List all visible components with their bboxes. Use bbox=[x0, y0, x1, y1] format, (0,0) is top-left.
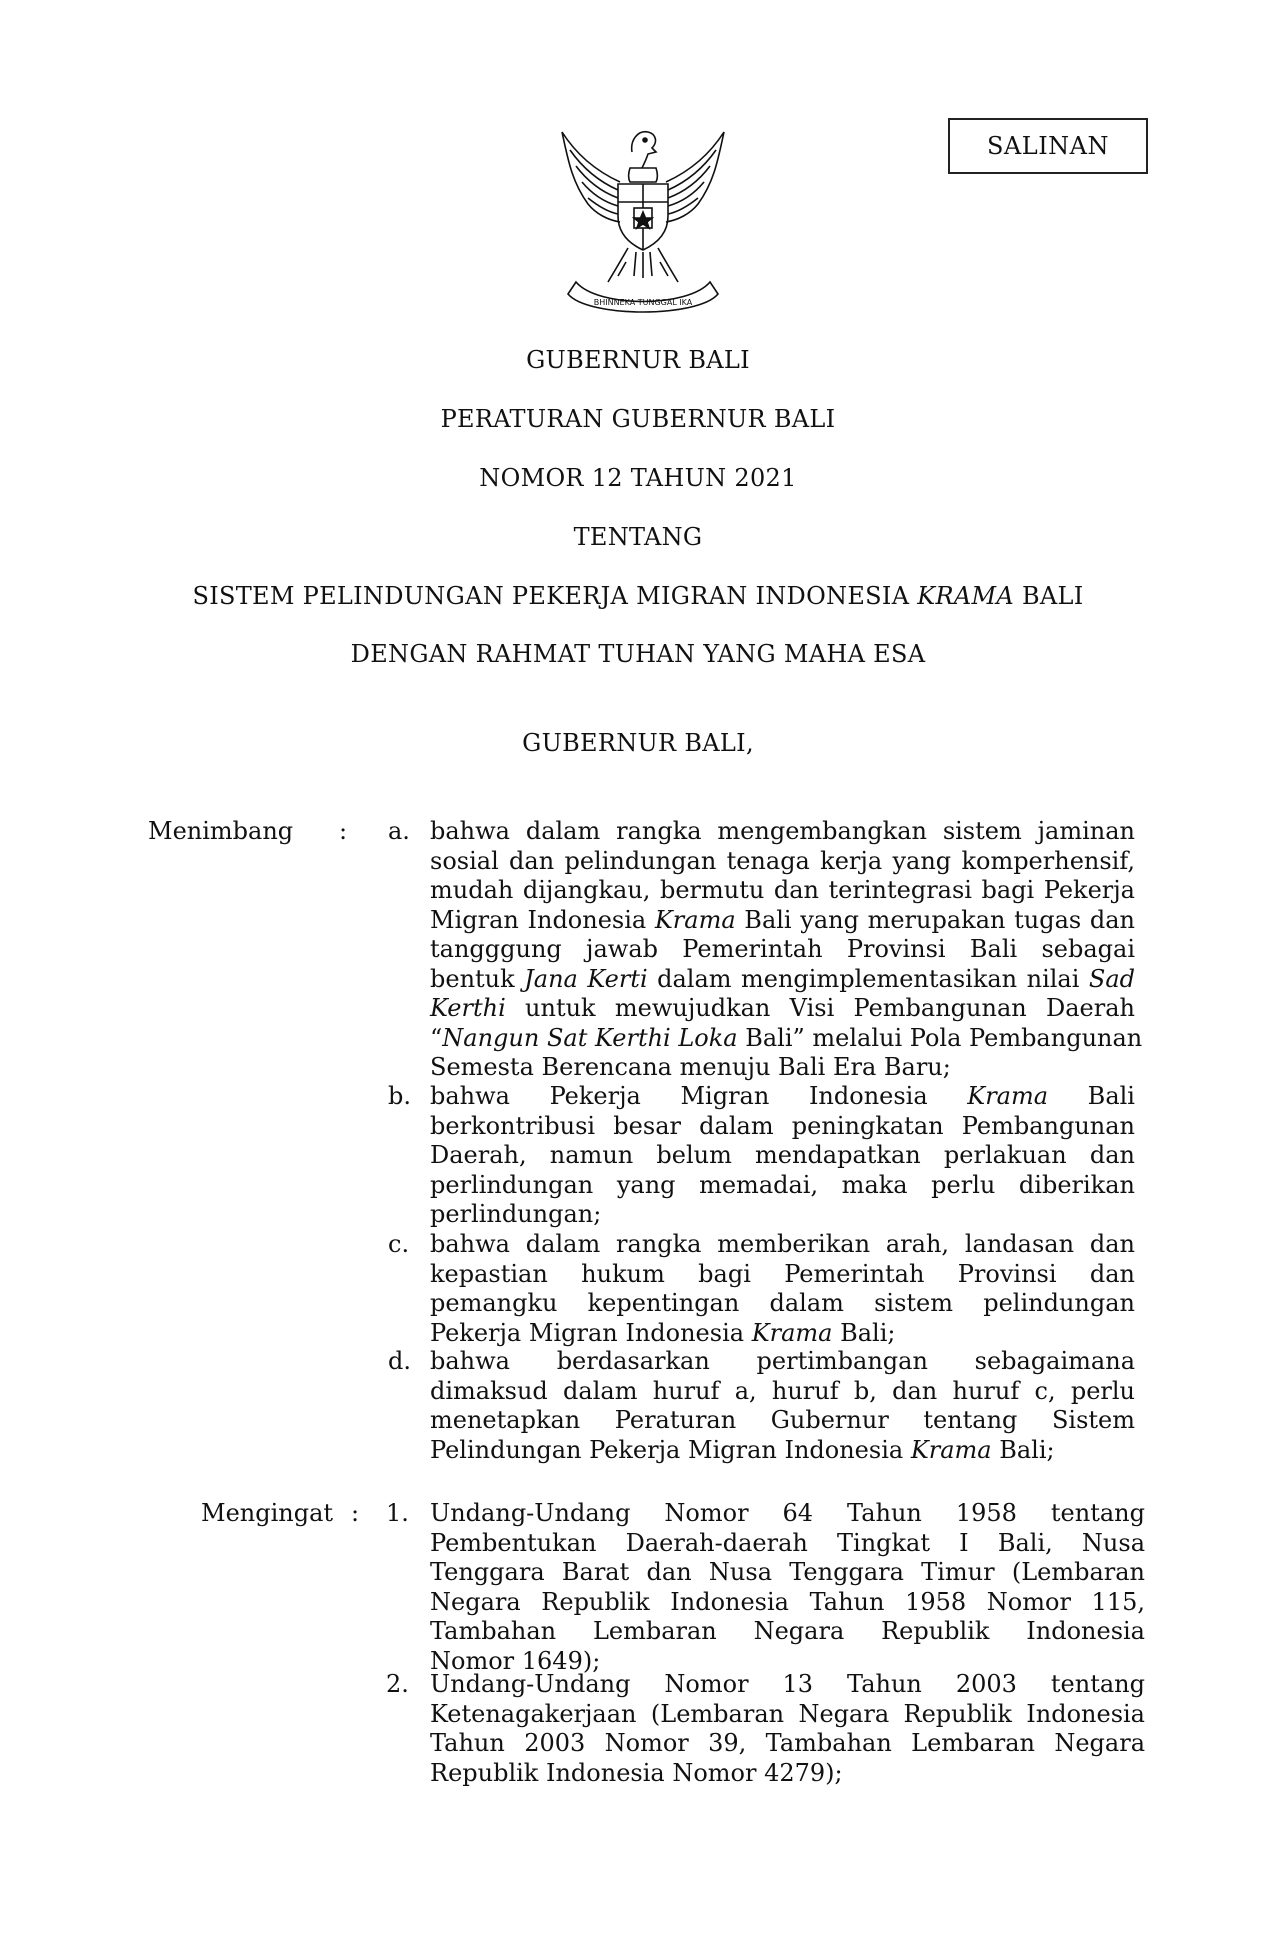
regulation-title: SISTEM PELINDUNGAN PEKERJA MIGRAN INDONESIA KRAMA BALI bbox=[192, 582, 1084, 610]
text-line: Nomor 1649); bbox=[430, 1646, 601, 1675]
text-line: Tambahan Lembaran Negara Republik Indonesia bbox=[430, 1617, 1145, 1645]
mengingat-item-text bbox=[430, 1670, 1145, 1788]
text-line: berkontribusi besar dalam peningkatan Pembangunan bbox=[430, 1111, 1135, 1140]
mengingat-item-text bbox=[430, 1499, 1145, 1676]
menimbang-item-text bbox=[430, 1082, 1135, 1230]
mengingat-label: Mengingat bbox=[201, 1499, 334, 1527]
menimbang-item-text bbox=[430, 1347, 1135, 1465]
text-line: Daerah, namun belum mendapatkan perlakuan dan bbox=[430, 1141, 1135, 1169]
text-line: bahwa Pekerja Migran Indonesia Krama Bali bbox=[430, 1082, 1135, 1110]
menimbang-item-marker: d. bbox=[388, 1347, 411, 1375]
menimbang-item-marker: a. bbox=[388, 817, 410, 845]
mengingat-item-marker: 1. bbox=[386, 1499, 409, 1527]
text-line: kepastian hukum bagi Pemerintah Provinsi dan bbox=[430, 1259, 1135, 1288]
garuda-emblem-icon bbox=[548, 112, 738, 320]
text-line: Undang-Undang Nomor 13 Tahun 2003 tentang bbox=[430, 1670, 1145, 1698]
text-line: Ketenagakerjaan (Lembaran Negara Republik Indonesia bbox=[430, 1699, 1145, 1728]
text-line: perlindungan; bbox=[430, 1200, 602, 1228]
text-line: Semesta Berencana menuju Bali Era Baru; bbox=[430, 1053, 951, 1081]
invocation-line: DENGAN RAHMAT TUHAN YANG MAHA ESA bbox=[350, 640, 926, 668]
text-line: Migran Indonesia Krama Bali yang merupakan tugas dan bbox=[430, 905, 1135, 934]
text-line: Tahun 2003 Nomor 39, Tambahan Lembaran Negara bbox=[430, 1729, 1145, 1757]
text-line: perlindungan yang memadai, maka perlu diberikan bbox=[430, 1170, 1135, 1199]
text-line: bahwa dalam rangka mengembangkan sistem jaminan bbox=[430, 817, 1135, 845]
text-line: tangggung jawab Pemerintah Provinsi Bali sebagai bbox=[430, 935, 1135, 963]
text-line: Republik Indonesia Nomor 4279); bbox=[430, 1758, 843, 1787]
regulation-type: PERATURAN GUBERNUR BALI bbox=[440, 405, 836, 433]
text-line: Kerthi untuk mewujudkan Visi Pembangunan Daerah bbox=[430, 994, 1135, 1022]
menimbang-item-text bbox=[430, 1230, 1135, 1348]
text-line: bahwa dalam rangka memberikan arah, landasan dan bbox=[430, 1230, 1135, 1258]
text-line: Undang-Undang Nomor 64 Tahun 1958 tentang bbox=[430, 1499, 1145, 1527]
regulation-number: NOMOR 12 TAHUN 2021 bbox=[479, 464, 797, 492]
text-line: “Nangun Sat Kerthi Loka Bali” melalui Pola Pembangunan bbox=[430, 1023, 1143, 1052]
menimbang-label: Menimbang bbox=[148, 817, 294, 845]
svg-text:BHINNEKA TUNGGAL IKA: BHINNEKA TUNGGAL IKA bbox=[593, 298, 693, 307]
text-line: Tenggara Barat dan Nusa Tenggara Timur (Lembaran bbox=[430, 1558, 1145, 1586]
text-line: menetapkan Peraturan Gubernur tentang Sistem bbox=[430, 1406, 1135, 1434]
issuer-title: GUBERNUR BALI bbox=[526, 346, 750, 374]
text-line: bentuk Jana Kerti dalam mengimplementasikan nilai Sad bbox=[430, 964, 1136, 993]
menimbang-item-text bbox=[430, 817, 1143, 1083]
text-line: pemangku kepentingan dalam sistem pelindungan bbox=[430, 1289, 1135, 1317]
text-line: dimaksud dalam huruf a, huruf b, dan huruf c, perlu bbox=[430, 1376, 1135, 1405]
text-line: sosial dan pelindungan tenaga kerja yang komperhensif, bbox=[430, 846, 1135, 875]
governor-line: GUBERNUR BALI, bbox=[522, 729, 754, 757]
text-line: Pelindungan Pekerja Migran Indonesia Krama Bali; bbox=[430, 1435, 1055, 1464]
menimbang-item-marker: b. bbox=[388, 1082, 411, 1110]
mengingat-colon: : bbox=[351, 1499, 360, 1527]
menimbang-item-marker: c. bbox=[388, 1230, 410, 1258]
text-line: mudah dijangkau, bermutu dan terintegrasi bagi Pekerja bbox=[430, 876, 1135, 904]
salinan-stamp: SALINAN bbox=[948, 118, 1148, 174]
tentang-heading: TENTANG bbox=[573, 523, 703, 551]
text-line: Negara Republik Indonesia Tahun 1958 Nomor 115, bbox=[430, 1587, 1145, 1616]
mengingat-item-marker: 2. bbox=[386, 1670, 409, 1698]
menimbang-colon: : bbox=[339, 817, 348, 845]
text-line: Pembentukan Daerah-daerah Tingkat I Bali, Nusa bbox=[430, 1528, 1145, 1557]
text-line: bahwa berdasarkan pertimbangan sebagaimana bbox=[430, 1347, 1135, 1375]
text-line: Pekerja Migran Indonesia Krama Bali; bbox=[430, 1318, 896, 1347]
